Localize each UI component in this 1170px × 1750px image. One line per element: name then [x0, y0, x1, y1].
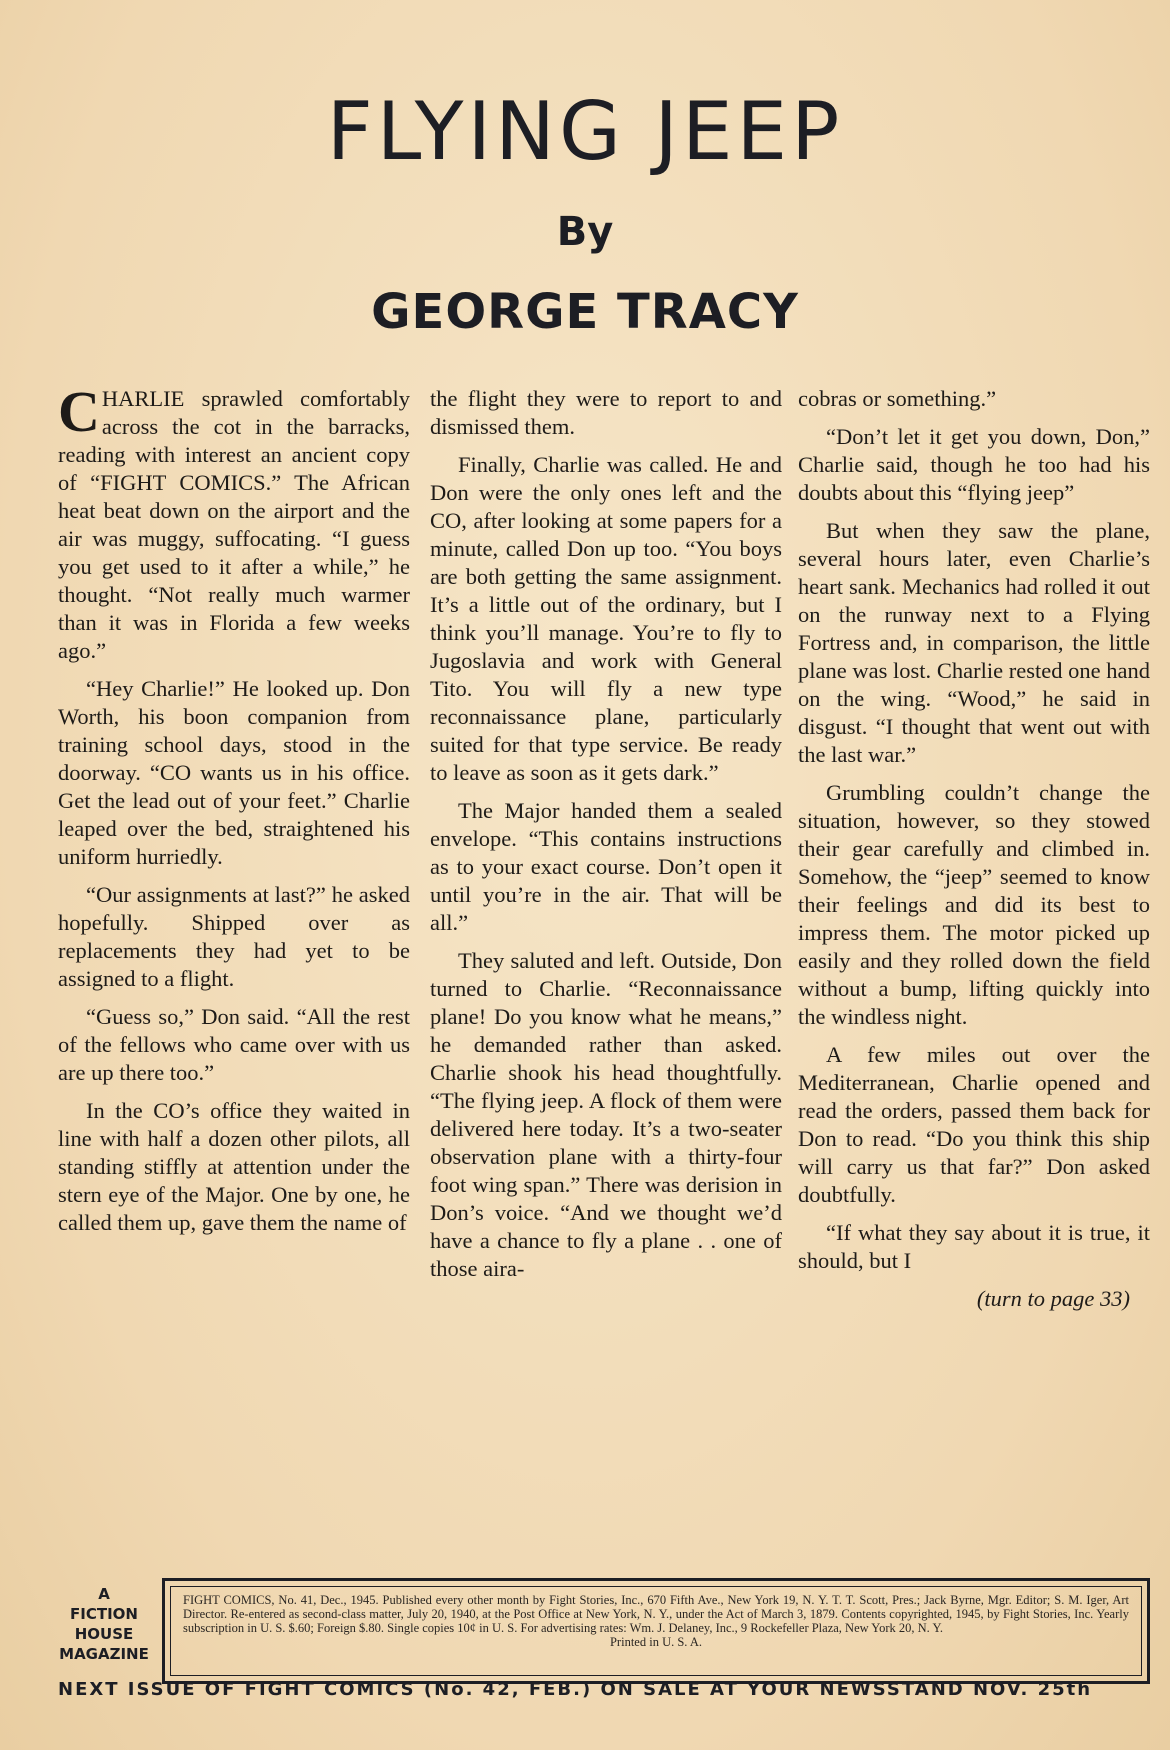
paragraph	[58, 379, 410, 665]
paragraph: “Hey Charlie!” He looked up. Don Worth, his boon companion from training school days, stood in the doorway. “CO wants us in his office. Get the lead out of your feet.” Charlie leaped over the bed, straightened his uniform hurriedly.	[58, 676, 410, 869]
paragraph: The Major handed them a sealed envelope. “This contains instructions as to your exact course. Don’t open it until you’re in the air. That will be all.”	[430, 798, 782, 935]
paragraph: the flight they were to report to and dismissed them.	[430, 386, 782, 439]
paragraph: But when they saw the plane, several hours later, even Charlie’s heart sank. Mechanics had rolled it out on the runway next to a Flying Fortress and, in comparison, the little plane was lost. Charlie rested one hand on the wing. “Wood,” he said in disgust. “I thought that went out with the last war.”	[798, 518, 1150, 767]
publication-notice-text: FIGHT COMICS, No. 41, Dec., 1945. Published every other month by Fight Stories, Inc., 670 Fifth Ave., New York 19, N. Y. T. T. Scott, Pres.; Jack Byrne, Mgr. Editor; S. M. Iger, Art Director. Re-entered as second-class matter, July 20, 1940, at the Post Office at New York, N. Y., under the Act of March 3, 1879. Contents copyrighted, 1945, by Fight Stories, Inc. Yearly subscription in U. S. $.60; Foreign $.80. Single copies 10¢ in U. S. For advertising rates: Wm. J. Delaney, Inc., 9 Rockefeller Plaza, New York 20, N. Y.	[183, 1593, 1129, 1635]
paragraph: “Don’t let it get you down, Don,” Charlie said, though he too had his doubts about this “flying jeep”	[798, 424, 1150, 505]
paragraph: cobras or something.”	[798, 386, 997, 411]
continued-note: (turn to page 33)	[976, 1286, 1130, 1311]
paragraph: In the CO’s office they waited in line with half a dozen other pilots, all standing stiffly at attention under the stern eye of the Major. One by one, he called them up, gave them the name of	[58, 1098, 410, 1235]
paragraph: “If what they say about it is true, it should, but I	[798, 1220, 1150, 1273]
story-column-3	[798, 385, 1150, 1313]
publisher-label-line: MAGAZINE	[59, 1645, 149, 1663]
paragraph: Grumbling couldn’t change the situation, however, so they stowed their gear carefully and climbed in. Somehow, the “jeep” seemed to know their feelings and did its best to impress them. The motor picked up easily and they rolled down the field without a bump, lifting quickly into the windless night.	[798, 780, 1150, 1029]
paragraph: “Our assignments at last?” he asked hopefully. Shipped over as replacements they had yet to be assigned to a flight.	[58, 882, 410, 991]
author-name: GEORGE TRACY	[371, 284, 799, 340]
publisher-label	[54, 1584, 154, 1664]
next-issue-banner: NEXT ISSUE OF FIGHT COMICS (No. 42, FEB.) ON SALE AT YOUR NEWSSTAND NOV. 25th	[58, 1679, 1093, 1700]
printed-in-usa: Printed in U. S. A.	[609, 1635, 703, 1649]
paragraph: “Guess so,” Don said. “All the rest of the fellows who came over with us are up there too.”	[58, 1004, 410, 1085]
story-column-2	[430, 385, 782, 1293]
paragraph: A few miles out over the Mediterranean, Charlie opened and read the orders, passed them back for Don to read. “Do you think this ship will carry us that far?” Don asked doubtfully.	[798, 1042, 1150, 1207]
drop-cap: C	[58, 379, 100, 444]
paragraph-text: HARLIE sprawled comfortably across the cot in the barracks, reading with interest an ancient copy of “FIGHT COMICS.” The African heat beat down on the airport and the air was muggy, suffocating. “I guess you get used to it after a while,” he thought. “Not really much warmer than it was in Florida a few weeks ago.”	[58, 386, 410, 663]
story-title: FLYING JEEP	[326, 85, 844, 178]
publisher-label-line: HOUSE	[74, 1625, 134, 1643]
publication-notice-box	[162, 1578, 1150, 1684]
byline: By	[556, 209, 614, 255]
paragraph: They saluted and left. Outside, Don turned to Charlie. “Reconnaissance plane! Do you know what he means,” he demanded rather than asked. Charlie shook his head thoughtfully. “The flying jeep. A flock of them were delivered here today. It’s a two-seater observation plane with a thirty-four foot wing span.” There was derision in Don’s voice. “And we thought we’d have a chance to fly a plane . . one of those aira-	[430, 948, 782, 1281]
story-column-1	[58, 379, 410, 1247]
publisher-label-line: FICTION	[70, 1605, 138, 1623]
paragraph: Finally, Charlie was called. He and Don were the only ones left and the CO, after looking at some papers for a minute, called Don up too. “You boys are both getting the same assignment. It’s a little out of the ordinary, but I think you’ll manage. You’re to fly to Jugoslavia and work with General Tito. You will fly a new type reconnaissance plane, particularly suited for that type service. Be ready to leave as soon as it gets dark.”	[430, 452, 782, 785]
publisher-label-line: A	[98, 1585, 110, 1603]
publication-notice	[170, 1586, 1142, 1676]
